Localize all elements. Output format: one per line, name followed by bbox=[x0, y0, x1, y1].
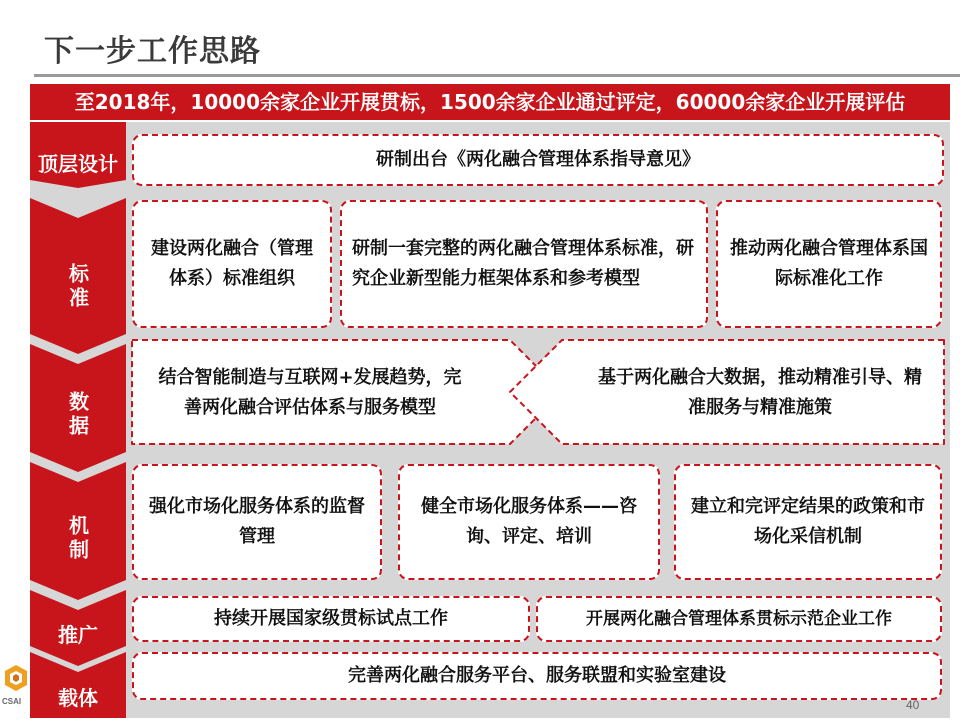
top-design-box bbox=[132, 134, 944, 186]
standard-text-1: 建设两化融合（管理体系）标准组织 bbox=[151, 238, 313, 289]
promotion-text-2: 开展两化融合管理体系贯标示范企业工作 bbox=[586, 609, 892, 629]
csai-logo-icon bbox=[4, 664, 28, 692]
category-column bbox=[30, 122, 126, 718]
promotion-box-1 bbox=[132, 596, 530, 642]
mechanism-text-1: 强化市场化服务体系的监督管理 bbox=[149, 496, 365, 547]
standard-box-1 bbox=[132, 200, 332, 328]
label-promotion: 推广 bbox=[58, 622, 98, 647]
mechanism-text-3: 建立和完评定结果的政策和市场化采信机制 bbox=[691, 496, 925, 547]
data-left-box bbox=[140, 352, 480, 434]
label-standard: 标准 bbox=[65, 263, 90, 311]
promotion-text-1: 持续开展国家级贯标试点工作 bbox=[214, 608, 448, 629]
label-data: 数据 bbox=[65, 391, 90, 439]
data-left-text: 结合智能制造与互联网+发展趋势，完善两化融合评估体系与服务模型 bbox=[158, 367, 462, 418]
standard-box-2 bbox=[340, 200, 708, 328]
data-right-text: 基于两化融合大数据，推动精准引导、精准服务与精准施策 bbox=[598, 367, 922, 418]
logo-text: CSAI bbox=[2, 697, 22, 706]
goal-banner: 至2018年，10000余家企业开展贯标，1500余家企业通过评定，60000余家企业开展评估 bbox=[30, 84, 950, 120]
standard-text-2: 研制一套完整的两化融合管理体系标准，研究企业新型能力框架体系和参考模型 bbox=[352, 238, 694, 289]
page-title: 下一步工作思路 bbox=[44, 34, 261, 69]
mechanism-box-1 bbox=[132, 464, 382, 580]
mechanism-box-2 bbox=[398, 464, 660, 580]
label-carrier: 载体 bbox=[58, 685, 98, 710]
top-design-text: 研制出台《两化融合管理体系指导意见》 bbox=[376, 149, 700, 170]
mechanism-text-2: 健全市场化服务体系——咨询、评定、培训 bbox=[421, 496, 637, 547]
standard-box-3 bbox=[716, 200, 942, 328]
mechanism-box-3 bbox=[674, 464, 942, 580]
data-right-box bbox=[580, 352, 940, 434]
label-top-design: 顶层设计 bbox=[38, 151, 118, 176]
promotion-box-2 bbox=[536, 596, 942, 642]
carrier-text: 完善两化融合服务平台、服务联盟和实验室建设 bbox=[348, 665, 726, 686]
label-mechanism: 机制 bbox=[65, 515, 90, 563]
standard-text-3: 推动两化融合管理体系国际标准化工作 bbox=[730, 238, 928, 289]
carrier-box bbox=[132, 652, 942, 700]
page-number: 40 bbox=[906, 698, 920, 712]
title-divider bbox=[34, 74, 960, 77]
